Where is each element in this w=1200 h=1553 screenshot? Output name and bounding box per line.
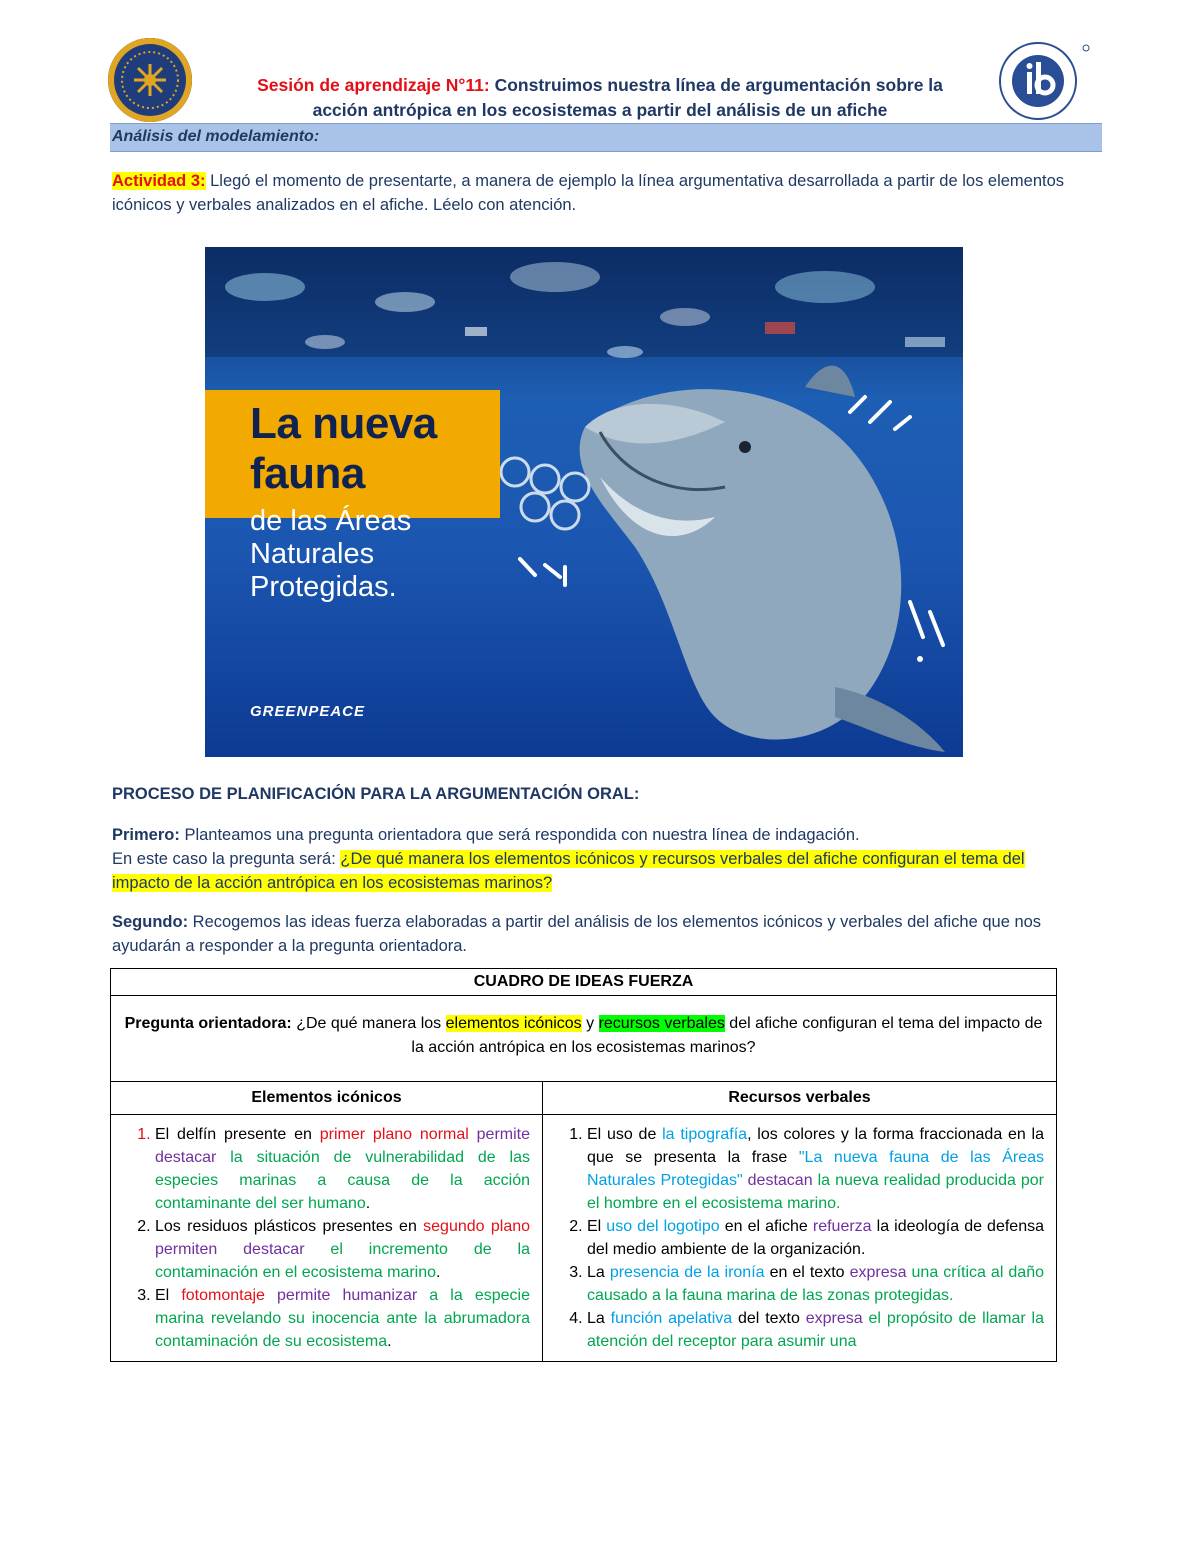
verbal-0-b: la tipografía <box>662 1126 748 1143</box>
session-title-label: Sesión de aprendizaje N°11: <box>257 75 490 95</box>
process-second-label: Segundo: <box>112 913 189 931</box>
verbal-3-b: función apelativa <box>610 1310 733 1327</box>
section-band-label: Análisis del modelamiento: <box>112 128 320 145</box>
process-heading: PROCESO DE PLANIFICACIÓN PARA LA ARGUMENTACIÓN ORAL: <box>112 785 640 803</box>
verbal-2-e: una crítica al daño causado a la fauna marina de las zonas protegidas. <box>587 1264 1045 1304</box>
poster-headline: La nueva fauna <box>250 399 437 498</box>
verbal-list <box>543 1115 1056 1361</box>
iconic-0-e: . <box>365 1195 371 1212</box>
ideas-table <box>110 968 1057 1362</box>
iconic-list <box>111 1115 542 1361</box>
verbal-2-b: presencia de la ironía <box>609 1264 765 1281</box>
iconic-2-e: . <box>387 1333 392 1350</box>
verbal-cell <box>543 1115 1057 1362</box>
verbal-0-e: destacan <box>742 1172 813 1189</box>
iconic-cell <box>111 1115 543 1362</box>
list-item <box>587 1215 1044 1261</box>
process-first-text2: En este caso la pregunta será: <box>112 850 341 868</box>
iconic-0-a: El delfín presente en <box>155 1126 320 1143</box>
iconic-1-d: el incremento de la contaminación en el ecosistema marino <box>155 1241 531 1281</box>
verbal-3-d: expresa <box>805 1310 863 1327</box>
verbal-1-d: refuerza <box>812 1218 872 1235</box>
ib-emblem-icon <box>998 40 1094 122</box>
session-title-line1: Construimos nuestra línea de argumentación sobre la <box>489 75 943 95</box>
session-title-line2: acción antrópica en los ecosistemas a partir del análisis de un afiche <box>312 100 888 120</box>
list-item <box>587 1261 1044 1307</box>
process-first-label: Primero: <box>112 826 180 844</box>
verbal-0-d: "La nueva fauna de las Áreas Naturales Protegidas" <box>587 1149 1044 1189</box>
verbal-3-e: el propósito de llamar la atención del receptor para asumir una <box>587 1310 1045 1350</box>
table-question-label: Pregunta orientadora: <box>124 1015 292 1032</box>
verbal-0-c: , los colores y la forma fraccionada en la que se presenta la frase <box>587 1126 1045 1166</box>
process-first-question: ¿De qué manera los elementos icónicos y recursos verbales del afiche configuran el tema del impacto de la acción antrópica en los ecosistemas marinos? <box>112 850 1025 892</box>
school-emblem-icon <box>108 38 192 122</box>
table-question-part1: ¿De qué manera los <box>291 1015 446 1032</box>
iconic-2-a: El <box>155 1287 182 1304</box>
process-second <box>112 910 1072 958</box>
col-header-iconic: Elementos icónicos <box>111 1082 543 1115</box>
list-item <box>155 1284 530 1353</box>
verbal-3-a: La <box>587 1310 611 1327</box>
activity-text: Llegó el momento de presentarte, a manera de ejemplo la línea argumentativa desarrollada a partir de los elementos icónicos y verbales analizados en el afiche. Léelo con atención. <box>112 172 1065 214</box>
verbal-2-d: expresa <box>849 1264 907 1281</box>
ib-logo <box>998 40 1094 122</box>
verbal-1-c: en el afiche <box>719 1218 813 1235</box>
verbal-0-a: El uso de <box>587 1126 663 1143</box>
activity-tag: Actividad 3: <box>112 172 206 190</box>
verbal-1-b: uso del logotipo <box>606 1218 720 1235</box>
table-question-part3: del afiche configuran el tema del impacto de la acción antrópica en los ecosistemas marinos? <box>411 1015 1043 1056</box>
iconic-0-d: la situación de vulnerabilidad de las especies marinas a causa de la acción contaminante del ser humano <box>155 1149 530 1212</box>
iconic-0-b: primer plano normal <box>319 1126 469 1143</box>
table-question-part2: y <box>581 1015 599 1032</box>
iconic-1-a: Los residuos plásticos presentes en <box>155 1218 424 1235</box>
col-header-verbal: Recursos verbales <box>543 1082 1057 1115</box>
section-band <box>110 123 1102 152</box>
iconic-1-b: segundo plano <box>423 1218 531 1235</box>
process-first <box>112 823 1072 895</box>
verbal-2-a: La <box>587 1264 610 1281</box>
session-title <box>215 73 985 123</box>
iconic-2-d: a la especie marina revelando su inocencia ante la abrumadora contaminación de su ecosistema <box>155 1287 531 1350</box>
verbal-3-c: del texto <box>732 1310 806 1327</box>
verbal-1-e: la ideología de defensa del medio ambiente de la organización. <box>587 1218 1044 1258</box>
table-question-hl2: recursos verbales <box>598 1015 725 1032</box>
verbal-2-c: en el texto <box>764 1264 850 1281</box>
activity-paragraph <box>112 169 1072 217</box>
verbal-0-f: la nueva realidad producida por el hombre en el ecosistema marino. <box>587 1172 1045 1212</box>
iconic-1-e: . <box>436 1264 441 1281</box>
iconic-0-c: permite destacar <box>155 1126 531 1166</box>
list-item <box>587 1307 1044 1353</box>
list-item <box>155 1215 530 1284</box>
table-title: CUADRO DE IDEAS FUERZA <box>111 969 1057 996</box>
iconic-2-c: permite humanizar <box>264 1287 418 1304</box>
process-first-text: Planteamos una pregunta orientadora que será respondida con nuestra línea de indagación. <box>179 826 860 844</box>
list-item <box>155 1123 530 1215</box>
list-item <box>587 1123 1044 1215</box>
verbal-1-a: El <box>587 1218 607 1235</box>
poster-image <box>205 247 963 757</box>
poster-subline: de las Áreas Naturales Protegidas. <box>250 505 412 603</box>
table-question-hl1: elementos icónicos <box>445 1015 582 1032</box>
iconic-2-b: fotomontaje <box>181 1287 265 1304</box>
process-second-text: Recogemos las ideas fuerza elaboradas a partir del análisis de los elementos icónicos y verbales del afiche que nos ayudarán a responder a la pregunta orientadora. <box>112 913 1042 955</box>
table-question <box>111 996 1057 1082</box>
iconic-1-c: permiten destacar <box>155 1241 305 1258</box>
school-logo <box>108 38 192 122</box>
poster-brand: GREENPEACE <box>250 703 366 720</box>
